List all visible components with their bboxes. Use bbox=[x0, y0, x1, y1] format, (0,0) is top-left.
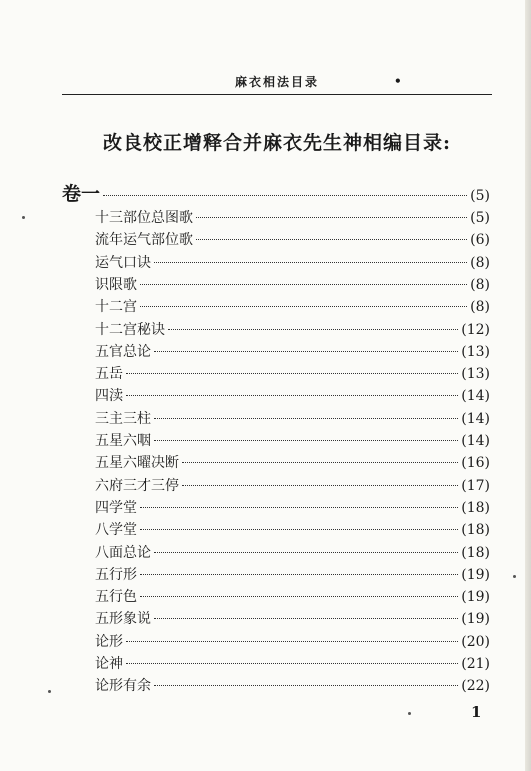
toc-entry bbox=[95, 229, 490, 251]
volume-heading-row bbox=[62, 183, 490, 205]
toc-entry-page-ref: (13) bbox=[461, 344, 490, 360]
toc-entry bbox=[95, 385, 490, 407]
toc-entry bbox=[95, 452, 490, 474]
toc-entry-label: 八学堂 bbox=[95, 522, 137, 538]
volume-page-ref: (5) bbox=[470, 188, 490, 204]
toc-entry-page-ref: (22) bbox=[461, 678, 490, 694]
toc-entry-label: 识限歌 bbox=[95, 277, 137, 293]
dot-leader bbox=[140, 574, 458, 575]
toc-entry-label: 五行色 bbox=[95, 589, 137, 605]
toc-entry bbox=[95, 319, 490, 341]
dot-leader bbox=[140, 596, 458, 597]
dot-leader bbox=[126, 373, 458, 374]
dot-leader bbox=[140, 529, 458, 530]
dot-leader bbox=[154, 440, 458, 441]
toc-entry bbox=[95, 408, 490, 430]
dot-leader bbox=[140, 306, 467, 307]
toc-entry bbox=[95, 608, 490, 630]
toc-entry-page-ref: (18) bbox=[461, 545, 490, 561]
toc-entry-label: 论神 bbox=[95, 656, 123, 672]
running-title: 麻衣相法目录 bbox=[234, 75, 319, 89]
toc-entry-label: 三主三柱 bbox=[95, 411, 151, 427]
dot-leader bbox=[140, 507, 458, 508]
toc-entry-page-ref: (12) bbox=[461, 322, 490, 338]
toc-entry-page-ref: (14) bbox=[461, 411, 490, 427]
scan-speck bbox=[408, 712, 411, 715]
dot-leader bbox=[154, 618, 458, 619]
toc-entry-label: 十二宫 bbox=[95, 299, 137, 315]
dot-leader bbox=[126, 663, 458, 664]
toc-entry bbox=[95, 653, 490, 675]
toc-entry-label: 十二宫秘诀 bbox=[95, 322, 165, 338]
toc-entry-label: 五形象说 bbox=[95, 611, 151, 627]
dot-leader bbox=[182, 485, 458, 486]
toc-entry-page-ref: (14) bbox=[461, 433, 490, 449]
scan-speck bbox=[48, 690, 51, 693]
toc-entry-label: 流年运气部位歌 bbox=[95, 232, 193, 248]
toc-entry bbox=[95, 475, 490, 497]
toc-entry-label: 八面总论 bbox=[95, 545, 151, 561]
dot-leader bbox=[126, 395, 458, 396]
dot-leader bbox=[103, 195, 467, 196]
toc-entry-label: 五行形 bbox=[95, 567, 137, 583]
dot-leader bbox=[154, 351, 458, 352]
toc-entry-page-ref: (8) bbox=[470, 277, 490, 293]
toc-entry-page-ref: (8) bbox=[470, 255, 490, 271]
toc-entry bbox=[95, 519, 490, 541]
page-number: 1 bbox=[471, 703, 482, 721]
toc-entry-page-ref: (19) bbox=[461, 567, 490, 583]
toc-entry bbox=[95, 564, 490, 586]
dot-leader bbox=[196, 239, 467, 240]
toc-entry bbox=[95, 586, 490, 608]
dot-leader bbox=[154, 418, 458, 419]
dot-leader bbox=[154, 552, 458, 553]
toc-entry-page-ref: (18) bbox=[461, 522, 490, 538]
toc-entry-page-ref: (17) bbox=[461, 478, 490, 494]
toc-entry-page-ref: (16) bbox=[461, 455, 490, 471]
toc-entry-label: 论形有余 bbox=[95, 678, 151, 694]
toc-entry bbox=[95, 675, 490, 697]
toc-entry bbox=[95, 341, 490, 363]
toc-entry bbox=[95, 631, 490, 653]
scan-speck bbox=[513, 575, 516, 578]
toc-entry-page-ref: (13) bbox=[461, 366, 490, 382]
toc-entry bbox=[95, 207, 490, 229]
toc-entry bbox=[95, 430, 490, 452]
toc-entry-label: 四渎 bbox=[95, 388, 123, 404]
toc-entry-label: 论形 bbox=[95, 634, 123, 650]
dot-leader bbox=[168, 329, 458, 330]
toc-entry bbox=[95, 497, 490, 519]
toc-entry-page-ref: (6) bbox=[470, 232, 490, 248]
dot-leader bbox=[182, 462, 458, 463]
scan-speck bbox=[22, 216, 25, 219]
toc-entry bbox=[95, 542, 490, 564]
toc-entry-page-ref: (8) bbox=[470, 299, 490, 315]
toc-entry-label: 五官总论 bbox=[95, 344, 151, 360]
toc-entry-page-ref: (5) bbox=[470, 210, 490, 226]
dot-leader bbox=[140, 284, 467, 285]
toc-entry-label: 五星六曜决断 bbox=[95, 455, 179, 471]
toc-entry bbox=[95, 363, 490, 385]
page-title: 改良校正增释合并麻衣先生神相编目录: bbox=[102, 132, 451, 154]
dot-leader bbox=[196, 217, 467, 218]
dot-leader bbox=[154, 685, 458, 686]
toc-entry-label: 十三部位总图歌 bbox=[95, 210, 193, 226]
dot-leader bbox=[154, 262, 467, 263]
toc-entry-label: 六府三才三停 bbox=[95, 478, 179, 494]
toc-entry-label: 五星六咽 bbox=[95, 433, 151, 449]
header-dot: • bbox=[394, 74, 402, 88]
volume-label: 卷一 bbox=[62, 183, 101, 205]
toc-entry-page-ref: (19) bbox=[461, 611, 490, 627]
toc-entry-page-ref: (14) bbox=[461, 388, 490, 404]
toc-entry-page-ref: (19) bbox=[461, 589, 490, 605]
toc-entry-label: 四学堂 bbox=[95, 500, 137, 516]
toc-entry-page-ref: (21) bbox=[461, 656, 490, 672]
toc-entry-page-ref: (20) bbox=[461, 634, 490, 650]
toc-entry-page-ref: (18) bbox=[461, 500, 490, 516]
toc-entry bbox=[95, 252, 490, 274]
toc-entry bbox=[95, 296, 490, 318]
toc-entry-label: 运气口诀 bbox=[95, 255, 151, 271]
toc-entry bbox=[95, 274, 490, 296]
toc-entry-label: 五岳 bbox=[95, 366, 123, 382]
dot-leader bbox=[126, 641, 458, 642]
